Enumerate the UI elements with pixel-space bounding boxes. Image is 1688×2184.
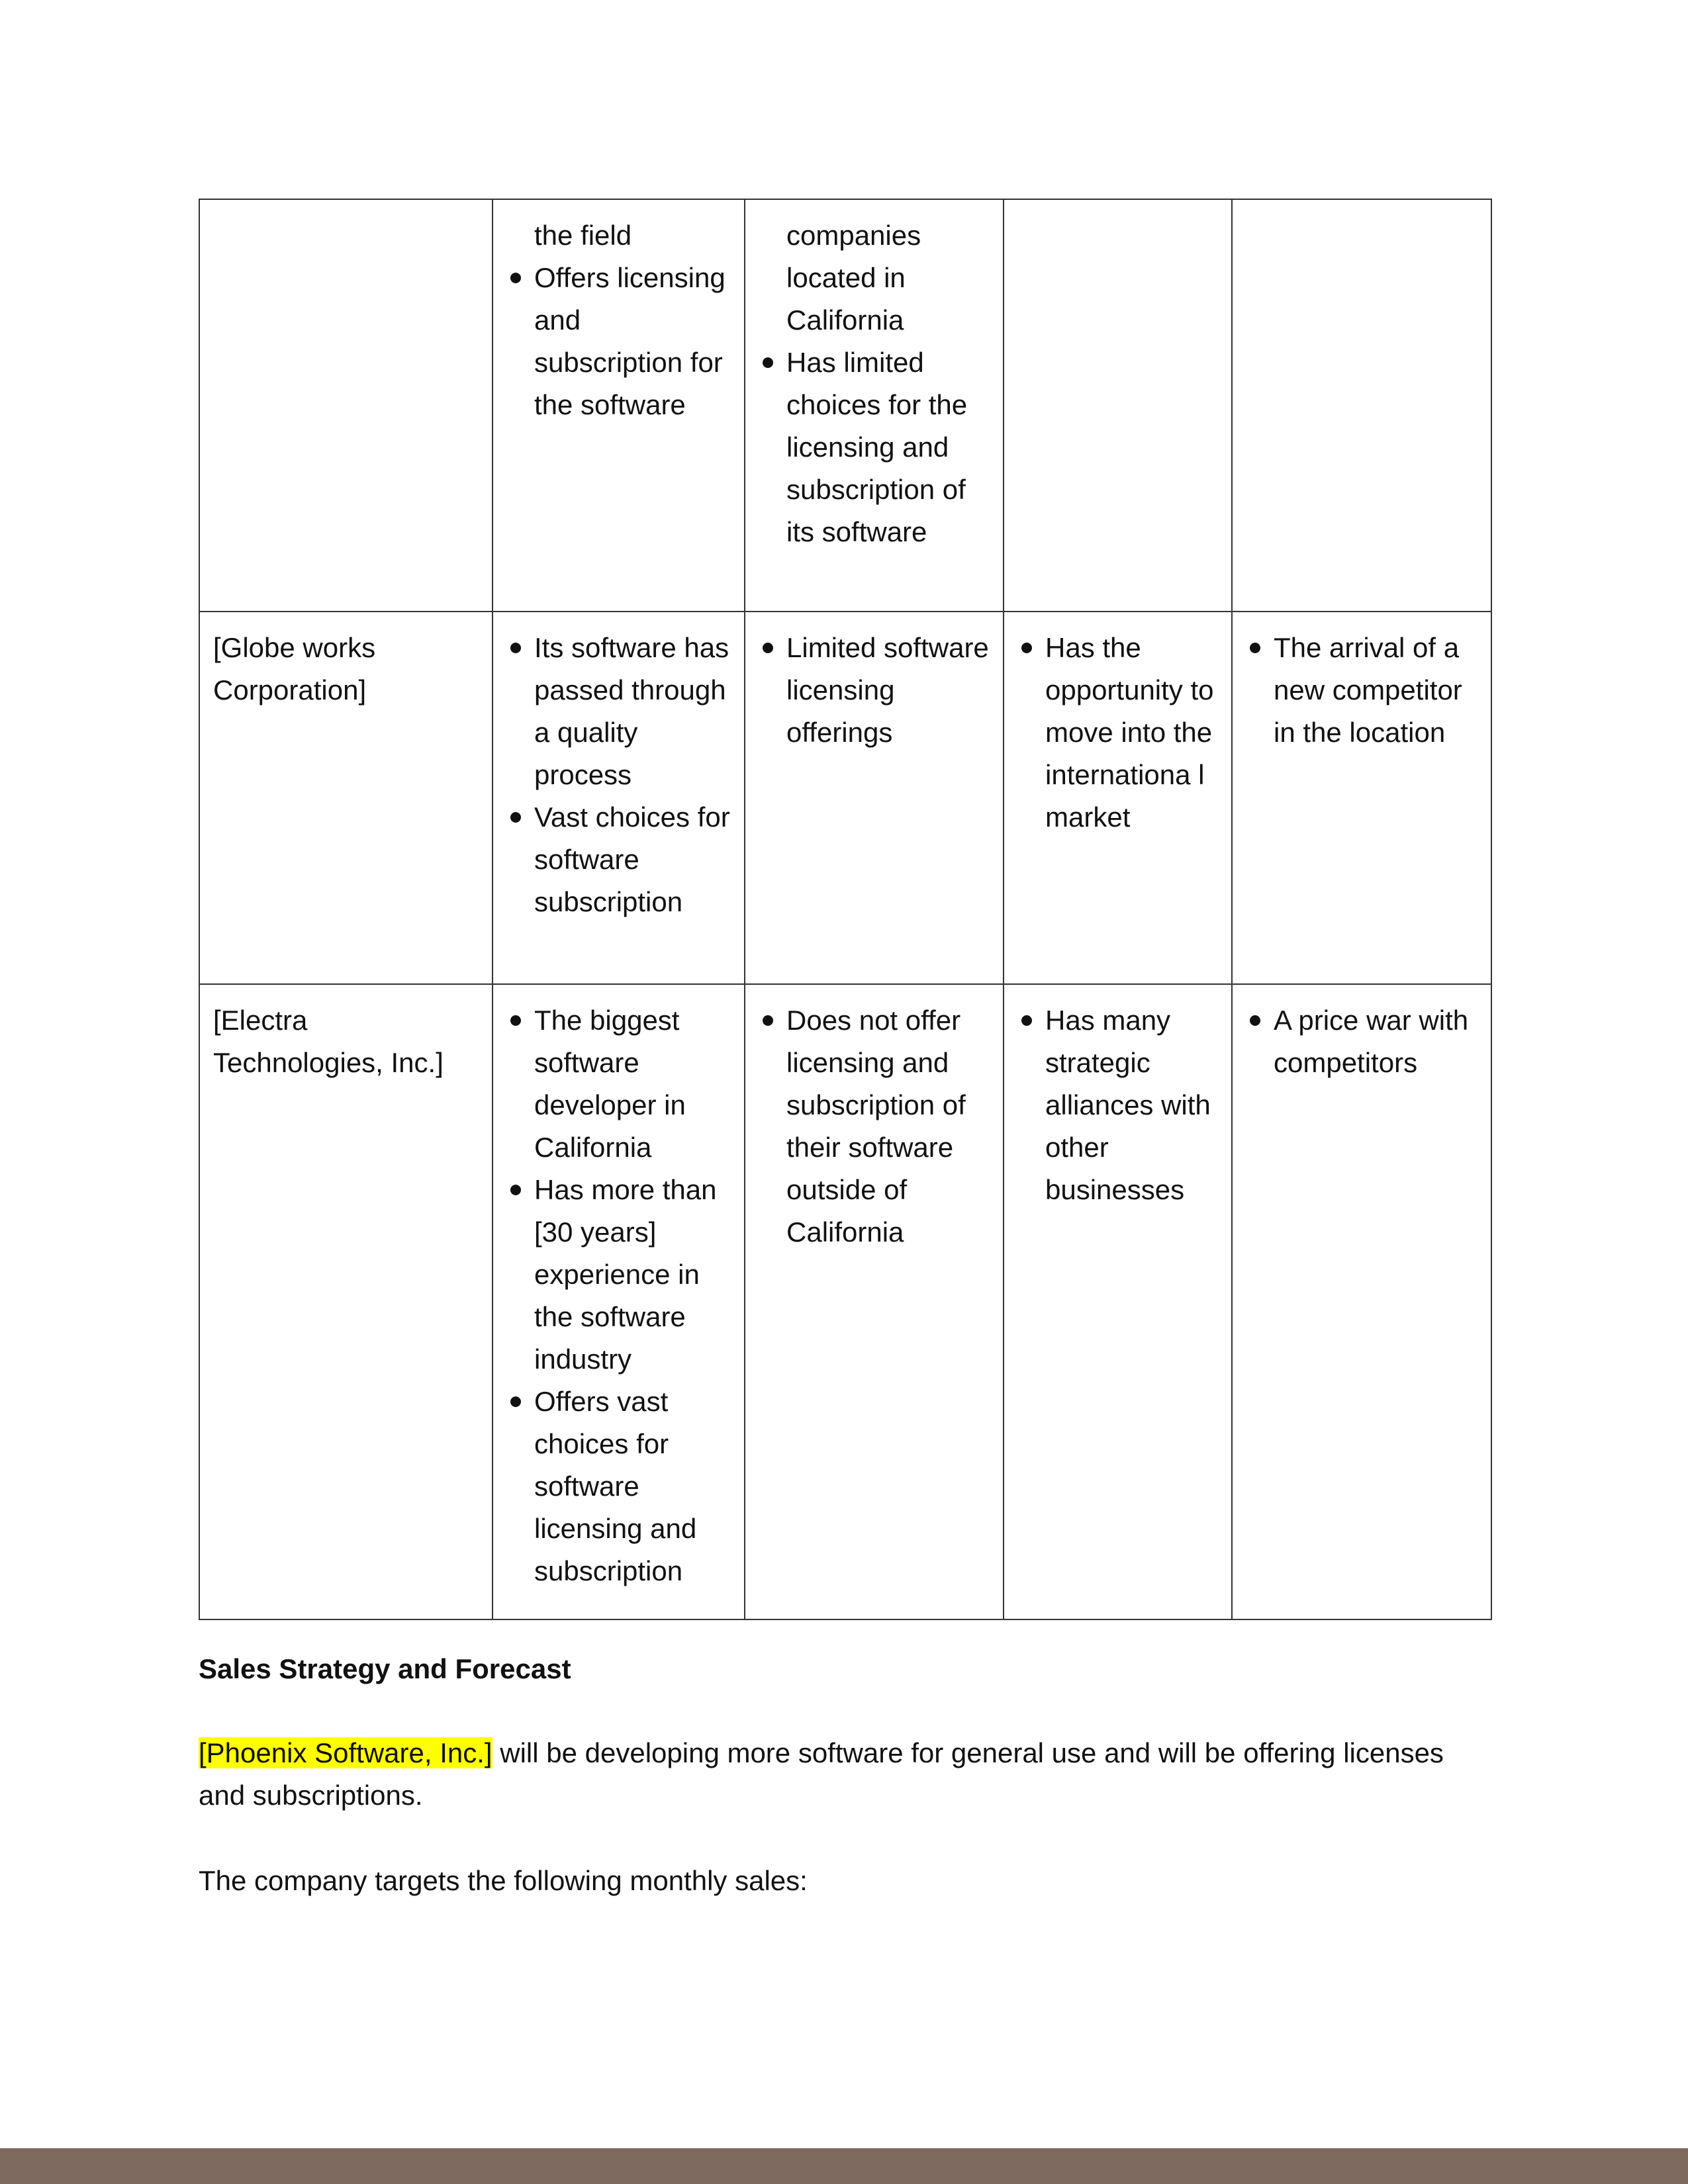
bullet-icon — [1250, 1015, 1260, 1026]
list-item — [759, 214, 991, 341]
weaknesses-cell — [745, 612, 1004, 984]
bullet-icon — [510, 1185, 521, 1195]
list-item-text: The biggest software developer in California — [534, 1005, 686, 1163]
list-item-text: The arrival of a new competitor in the location — [1274, 632, 1462, 748]
list-item — [506, 999, 732, 1169]
bullet-icon — [763, 1015, 773, 1026]
bullet-icon — [510, 643, 521, 653]
list-item-text: Offers licensing and subscription for the software — [534, 262, 726, 420]
bullet-icon — [510, 1396, 521, 1407]
table-row — [199, 984, 1491, 1619]
competitor-table-body — [199, 199, 1491, 1619]
list-item — [506, 1381, 732, 1592]
list-item-text: Has limited choices for the licensing and subscription of its software — [786, 347, 968, 547]
company-name-highlight: [Phoenix Software, Inc.] — [199, 1737, 492, 1768]
weaknesses-cell — [745, 199, 1004, 612]
list-item — [759, 999, 991, 1253]
strengths-cell — [492, 984, 745, 1619]
table-row — [199, 199, 1491, 612]
threats-cell — [1232, 984, 1491, 1619]
list-item — [506, 257, 732, 426]
weaknesses-list — [759, 214, 991, 553]
list-item-text: Has more than [30 years] experience in the software industry — [534, 1174, 717, 1375]
bullet-icon — [510, 1015, 521, 1026]
threats-list — [1246, 627, 1479, 754]
opportunities-list — [1017, 627, 1219, 839]
strengths-cell — [492, 612, 745, 984]
list-item — [506, 1169, 732, 1381]
list-item — [1246, 627, 1479, 754]
list-item — [759, 627, 991, 754]
competitor-name-cell — [199, 199, 492, 612]
section-heading: Sales Strategy and Forecast — [199, 1653, 571, 1684]
list-item-text: Has the opportunity to move into the internationa l market — [1045, 632, 1214, 833]
list-item — [506, 796, 732, 923]
strengths-list — [506, 627, 732, 923]
threats-cell — [1232, 612, 1491, 984]
table-row — [199, 612, 1491, 984]
bullet-icon — [763, 643, 773, 653]
opportunities-cell — [1004, 984, 1232, 1619]
bullet-icon — [1021, 643, 1032, 653]
list-item-text: A price war with competitors — [1274, 1005, 1469, 1078]
list-item-text: Offers vast choices for software licensing and subscription — [534, 1386, 697, 1586]
list-item — [759, 341, 991, 553]
bullet-icon — [763, 357, 773, 368]
opportunities-cell — [1004, 199, 1232, 612]
list-item — [1017, 999, 1219, 1211]
competitor-name-cell — [199, 612, 492, 984]
strengths-list — [506, 214, 732, 426]
weaknesses-list — [759, 627, 991, 754]
list-item-text: Its software has passed through a quality process — [534, 632, 729, 790]
weaknesses-list — [759, 999, 991, 1253]
bullet-icon — [510, 273, 521, 283]
list-item-text: Limited software licensing offerings — [786, 632, 989, 748]
opportunities-cell — [1004, 612, 1232, 984]
sales-strategy-paragraph — [199, 1732, 1496, 1817]
threats-list — [1246, 999, 1479, 1084]
competitor-name: [Globe works Corporation] — [213, 632, 376, 705]
weaknesses-cell — [745, 984, 1004, 1619]
opportunities-list — [1017, 999, 1219, 1211]
bullet-icon — [510, 812, 521, 823]
list-item-text: Has many strategic alliances with other businesses — [1045, 1005, 1211, 1205]
monthly-sales-intro: The company targets the following monthly sales: — [199, 1865, 808, 1896]
list-item — [506, 214, 732, 257]
competitor-name-cell — [199, 984, 492, 1619]
threats-cell — [1232, 199, 1491, 612]
strengths-cell — [492, 199, 745, 612]
list-item — [506, 627, 732, 796]
list-item — [1246, 999, 1479, 1084]
footer-bar — [0, 2148, 1688, 2184]
list-item-text: the field — [534, 220, 632, 251]
competitor-name: [Electra Technologies, Inc.] — [213, 1005, 444, 1078]
sales-strategy-text: will be developing more software for general use and will be offering licenses and subscriptions. — [199, 1737, 1444, 1811]
list-item-text: companies located in California — [786, 220, 921, 336]
bullet-icon — [1021, 1015, 1032, 1026]
list-item-text: Vast choices for software subscription — [534, 801, 730, 917]
competitor-table — [199, 199, 1492, 1620]
strengths-list — [506, 999, 732, 1592]
bullet-icon — [1250, 643, 1260, 653]
list-item — [1017, 627, 1219, 839]
list-item-text: Does not offer licensing and subscription of their software outside of California — [786, 1005, 966, 1248]
